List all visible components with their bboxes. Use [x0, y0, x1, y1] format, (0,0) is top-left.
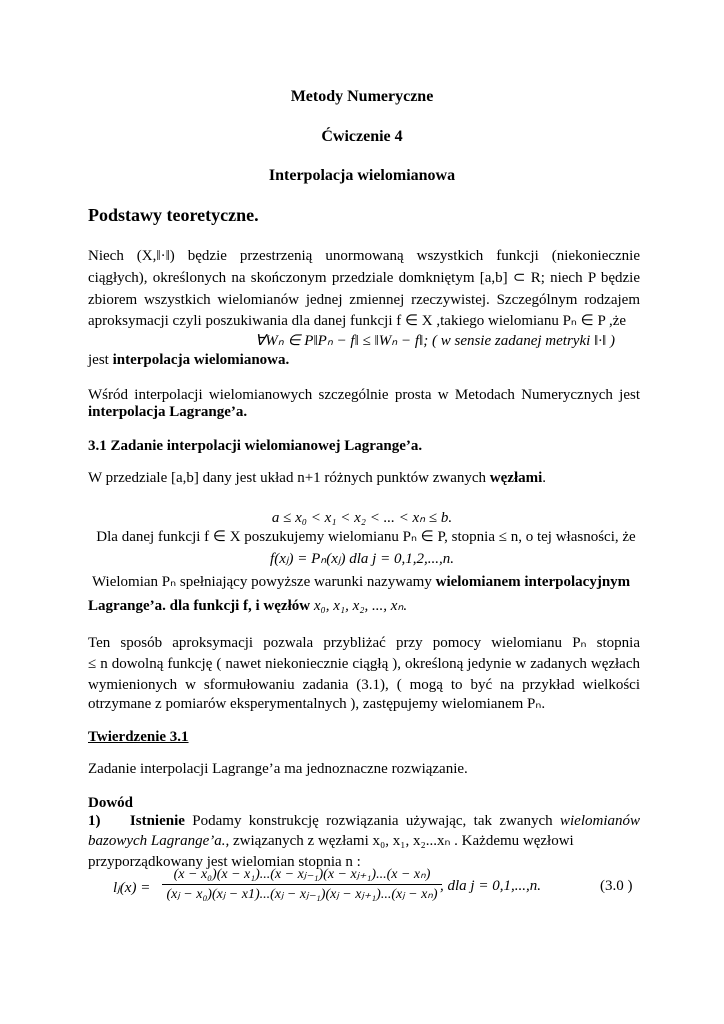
para1-line3: zbiorem wszystkich wielomianów jednej zmiennej rzeczywistej. Szczególnym rodzajem — [88, 292, 640, 308]
para3-post: . — [542, 470, 547, 486]
para6-line1: Ten sposób aproksymacji pozwala przybliżać przy pomocy wielomianu Pₙ stopnia — [88, 635, 640, 651]
para6-line3: wymienionych w sformułowaniu zadania (3.1), ( mogą to być na przykład wielkości — [88, 677, 640, 693]
equation-number: (3.0 ) — [600, 878, 633, 894]
course-title: Metody Numeryczne — [290, 88, 434, 105]
lagrange-denominator: (xⱼ − x₀)(xⱼ − x1)...(xⱼ − xⱼ₋₁)(xⱼ − xⱼ₊₁)...(xⱼ − xₙ) — [166, 887, 438, 902]
para1-line2: ciągłych), określonych na skończonym przedziale domkniętym [a,b] ⊂ R; niech P będzie — [88, 270, 640, 286]
para1-line5 — [88, 350, 289, 371]
proof-line2-mid: związanych z węzłami x₀, x₁, x₂...xₙ . Każdemu węzłowi — [229, 833, 574, 849]
best-approximation-formula: ∀Wₙ ∈ P‖Pₙ − f‖ ≤ ‖Wₙ − f‖; ( w sensie zadanej metryki ‖·‖ ) — [255, 333, 615, 349]
proof-line1-mid: Podamy konstrukcję rozwiązania używając, tak zwanych — [184, 813, 560, 829]
para5-pre: Wielomian Pₙ spełniający powyższe warunki nazywamy — [92, 574, 436, 590]
fraction-bar — [162, 884, 442, 885]
para3-bold: węzłami — [489, 470, 543, 486]
para6-line4: otrzymane z pomiarów eksperymentalnych ), zastępujemy wielomianem Pₙ. — [88, 696, 546, 712]
para5-line2 — [88, 596, 407, 617]
para5-line1 — [92, 572, 640, 593]
proof-line1 — [88, 811, 640, 832]
para5-bold: wielomianem interpolacyjnym — [435, 574, 631, 590]
section-heading-3-1: 3.1 Zadanie interpolacji wielomianowej Lagrange’a. — [88, 438, 423, 454]
nodes-formula: a ≤ x₀ < x₁ < x₂ < ... < xₙ ≤ b. — [271, 510, 453, 526]
section-heading-basics: Podstawy teoretyczne. — [88, 205, 259, 225]
lagrange-numerator: (x − x₀)(x − x₁)...(x − xⱼ₋₁)(x − xⱼ₊₁)...(x − xₙ) — [173, 867, 431, 882]
proof-line2-ital: bazowych Lagrange’a., — [88, 833, 230, 849]
proof-title: Dowód — [88, 795, 134, 811]
para1-line5-bold: interpolacja wielomianowa. — [112, 352, 290, 368]
para2-line2: interpolacja Lagrange’a. — [88, 404, 248, 420]
para4-line1: Dla danej funkcji f ∈ X poszukujemy wielomianu Pₙ ∈ P, stopnia ≤ n, o tej własności, że — [96, 529, 636, 545]
proof-line1-ital: wielomianów — [559, 813, 640, 829]
theorem-text: Zadanie interpolacji Lagrange’a ma jednoznaczne rozwiązanie. — [88, 761, 468, 777]
para1-line1: Niech (X,‖·‖) będzie przestrzenią unormowaną wszystkich funkcji (niekoniecznie — [88, 248, 640, 264]
proof-line2 — [88, 831, 640, 852]
proof-bold: Istnienie — [129, 813, 185, 829]
theorem-title: Twierdzenie 3.1 — [88, 729, 189, 745]
para3-pre: W przedziale [a,b] dany jest układ n+1 różnych punktów zwanych — [88, 470, 490, 486]
interpolation-condition-formula: f(xⱼ) = Pₙ(xⱼ) dla j = 0,1,2,...,n. — [270, 551, 454, 567]
para5-line2-tail: x₀, x₁, x₂, ..., xₙ. — [310, 598, 408, 614]
lagrange-lhs: lⱼ(x) = — [113, 880, 151, 896]
exercise-title: Ćwiczenie 4 — [321, 128, 403, 145]
para5-line2-bold: Lagrange’a. dla funkcji f, i węzłów — [88, 598, 311, 614]
para3 — [88, 468, 546, 489]
proof-line3: przyporządkowany jest wielomian stopnia n : — [88, 854, 361, 870]
para2-line1: Wśród interpolacji wielomianowych szczególnie prosta w Metodach Numerycznych jest — [88, 387, 640, 403]
lagrange-condition: , dla j = 0,1,...,n. — [440, 878, 541, 894]
proof-num: 1) — [88, 813, 101, 829]
para1-line4: aproksymacji czyli poszukiwania dla danej funkcji f ∈ X ,takiego wielomianu Pₙ ∈ P ,że — [88, 313, 627, 329]
topic-title: Interpolacja wielomianowa — [268, 167, 456, 184]
para6-line2: ≤ n dowolną funkcję ( nawet niekoniecznie ciągłą ), określoną jedynie w zadanych węzłach — [88, 656, 640, 672]
para1-line5-pre: jest — [88, 352, 113, 368]
lagrange-fraction — [162, 866, 442, 903]
